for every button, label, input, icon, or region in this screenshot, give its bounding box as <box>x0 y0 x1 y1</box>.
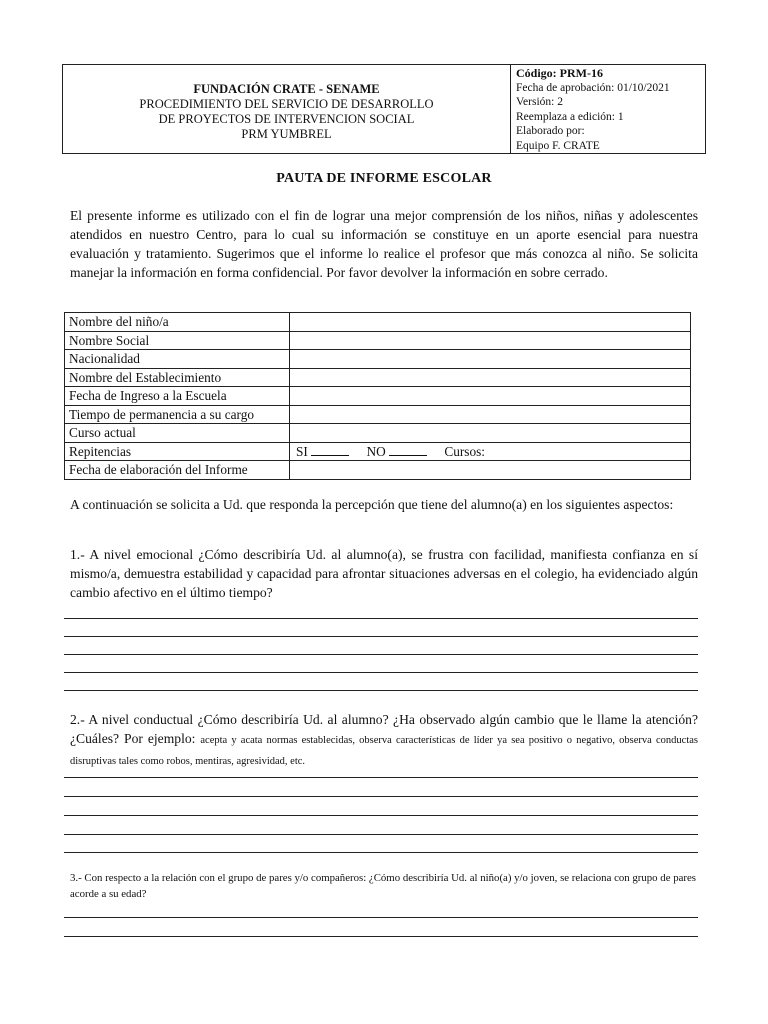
header-title-block <box>63 65 511 153</box>
approval-date: Fecha de aprobación: 01/10/2021 <box>516 81 670 94</box>
answer-line[interactable] <box>64 852 698 853</box>
procedure-line-1: PROCEDIMIENTO DEL SERVICIO DE DESARROLLO <box>139 97 434 111</box>
answer-cell[interactable] <box>290 331 691 350</box>
table-row <box>65 442 691 461</box>
question-2-examples: acepta y acata normas establecidas, observa características de líder ya sea positivo o negativo, observa conductas disruptivas tales como robos, mentiras, agresividad, etc. <box>70 735 698 767</box>
no-blank[interactable] <box>389 445 427 456</box>
row-label: Nacionalidad <box>65 350 290 369</box>
prepared-by-team: Equipo F. CRATE <box>516 139 600 152</box>
table-row <box>65 368 691 387</box>
answer-cell[interactable] <box>290 313 691 332</box>
answer-cell[interactable] <box>290 405 691 424</box>
answer-cell[interactable] <box>290 424 691 443</box>
answer-cell[interactable] <box>290 350 691 369</box>
answer-line[interactable] <box>64 796 698 797</box>
table-row <box>65 350 691 369</box>
table-row <box>65 313 691 332</box>
answer-line[interactable] <box>64 834 698 835</box>
answer-cell[interactable] <box>290 368 691 387</box>
student-info-table <box>64 312 691 480</box>
cursos-label: Cursos: <box>444 443 485 459</box>
row-label: Nombre del Establecimiento <box>65 368 290 387</box>
answer-line[interactable] <box>64 815 698 816</box>
question-1: 1.- A nivel emocional ¿Cómo describiría Ud. al alumno(a), se frustra con facilidad, manifiesta confianza en sí mismo/a, demuestra estabilidad y capacidad para afrontar situaciones adversas en el colegio, ha evidenciado algún cambio afectivo en el último tiempo? <box>70 547 698 600</box>
answer-line[interactable] <box>64 618 698 619</box>
answer-line[interactable] <box>64 636 698 637</box>
continuation-text: A continuación se solicita a Ud. que responda la percepción que tiene del alumno(a) en los siguientes aspectos: <box>70 497 674 512</box>
row-label: Curso actual <box>65 424 290 443</box>
organization-name: FUNDACIÓN CRATE - SENAME <box>193 82 380 96</box>
answer-cell[interactable] <box>290 387 691 406</box>
question-2 <box>70 710 698 771</box>
answer-line[interactable] <box>64 917 698 918</box>
procedure-line-2: DE PROYECTOS DE INTERVENCION SOCIAL <box>158 112 415 126</box>
replaces-edition: Reemplaza a edición: 1 <box>516 110 624 123</box>
answer-line[interactable] <box>64 690 698 691</box>
row-label: Tiempo de permanencia a su cargo <box>65 405 290 424</box>
answer-line[interactable] <box>64 672 698 673</box>
row-label: Fecha de Ingreso a la Escuela <box>65 387 290 406</box>
repitencias-cell[interactable] <box>290 442 691 461</box>
row-label: Nombre Social <box>65 331 290 350</box>
si-label: SI <box>296 443 308 459</box>
version: Versión: 2 <box>516 96 563 109</box>
row-label: Nombre del niño/a <box>65 313 290 332</box>
question-3: 3.- Con respecto a la relación con el grupo de pares y/o compañeros: ¿Cómo describiría Ud. al niño(a) y/o joven, se relaciona con grupo de pares acorde a su edad? <box>70 872 696 900</box>
question-2-main: 2.- A nivel conductual ¿Cómo describiría Ud. al alumno? ¿Ha observado algún cambio que le llame la atención? ¿Cuáles? Por ejemplo: <box>70 712 698 746</box>
program-name: PRM YUMBREL <box>241 127 332 141</box>
row-label: Repitencias <box>65 442 290 461</box>
page-title: PAUTA DE INFORME ESCOLAR <box>276 171 492 186</box>
answer-line[interactable] <box>64 777 698 778</box>
si-blank[interactable] <box>311 445 349 456</box>
table-row <box>65 424 691 443</box>
intro-paragraph: El presente informe es utilizado con el fin de lograr una mejor comprensión de los niños, niñas y adolescentes atendidos en nuestro Centro, para lo cual su información se constituye en un aporte esencial para nuestra evaluación y tratamiento. Sugerimos que el informe lo realice el profesor que más conozca al niño. Se solicita manejar la información en forma confidencial. Por favor devolver la información en sobre cerrado. <box>70 208 698 280</box>
table-row <box>65 405 691 424</box>
prepared-by-label: Elaborado por: <box>516 125 585 138</box>
table-row <box>65 461 691 480</box>
no-label: NO <box>366 443 386 459</box>
answer-line[interactable] <box>64 654 698 655</box>
table-row <box>65 387 691 406</box>
answer-line[interactable] <box>64 936 698 937</box>
table-row <box>65 331 691 350</box>
document-metadata <box>516 66 704 154</box>
document-code: Código: PRM-16 <box>516 66 603 80</box>
row-label: Fecha de elaboración del Informe <box>65 461 290 480</box>
document-header <box>62 64 706 154</box>
answer-cell[interactable] <box>290 461 691 480</box>
